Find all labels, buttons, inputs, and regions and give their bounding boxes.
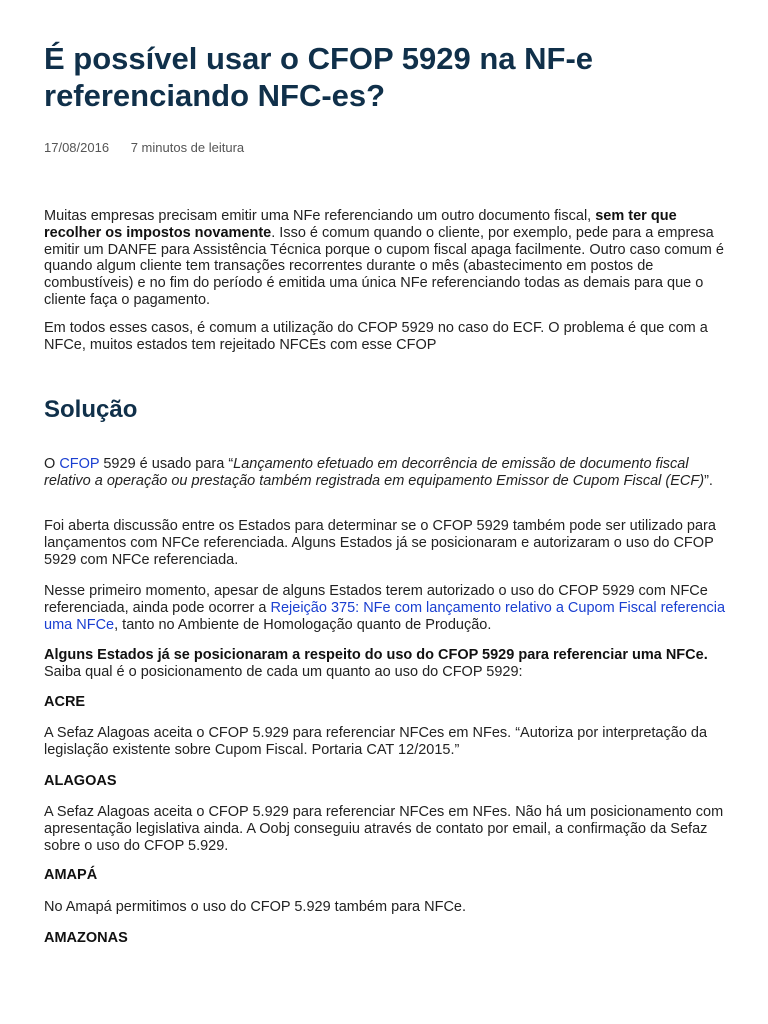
publish-date: 17/08/2016 [44, 140, 110, 155]
state-text-acre: A Sefaz Alagoas aceita o CFOP 5.929 para referenciar NFCes em NFes. “Autoriza por interpretação da legislação existente sobre Cupom Fiscal. Portaria CAT 12/2015.” [44, 725, 708, 758]
rejeicao-375-link[interactable]: Rejeição 375: NFe com lançamento relativo a Cupom Fiscal referencia uma NFCe [44, 599, 726, 633]
article-meta [44, 140, 262, 155]
cfop-link[interactable]: CFOP [59, 456, 100, 472]
solucao-paragraph-2: Foi aberta discussão entre os Estados para determinar se o CFOP 5929 também pode ser utilizado para lançamentos com NFCe referenciada. Alguns Estados já se posicionaram e autorizaram o uso do CFOP 5929 com NFCe referenciada. [44, 518, 716, 568]
state-text-alagoas: A Sefaz Alagoas aceita o CFOP 5.929 para referenciar NFCes em NFes. Não há um posicionamento com apresentação legislativa ainda. A Oobj conseguiu através de contato por email, a confirmação da Sefaz sobre o uso do CFOP 5.929. [44, 804, 724, 854]
state-heading-amapa: AMAPÁ [44, 867, 98, 883]
state-heading-amazonas: AMAZONAS [44, 930, 128, 946]
read-time: 7 minutos de leitura [130, 140, 245, 155]
intro-paragraph-1: Muitas empresas precisam emitir uma NFe referenciando um outro documento fiscal, sem ter que recolher os impostos novamente. Isso é comum quando o cliente, por exemplo, pede para a empresa emitir um DANFE para Assistência Técnica porque o cupom fiscal apaga facilmente. Outro caso comum é quando algum cliente tem transações recorrentes durante o mês (abastecimento em postos de combustíveis) e no fim do período é emitida uma única NFe referenciando todas as demais para que o cliente faça o pagamento. [44, 208, 724, 308]
section-heading-solucao: Solução [44, 396, 138, 423]
solucao-paragraph-3: Nesse primeiro momento, apesar de alguns Estados terem autorizado o uso do CFOP 5929 com NFCe referenciada, ainda pode ocorrer a Rejeição 375: NFe com lançamento relativo a Cupom Fiscal referencia uma NFCe, tanto no Ambiente de Homologação quanto de Produção. [44, 583, 726, 633]
state-heading-acre: ACRE [44, 694, 86, 710]
intro-emphasis: sem ter que recolher os impostos novamente [44, 208, 677, 241]
article-title: É possível usar o CFOP 5929 na NF-e referenciando NFC-es? [44, 41, 594, 113]
solucao-paragraph-1: O CFOP 5929 é usado para “Lançamento efetuado em decorrência de emissão de documento fiscal relativo a operação ou prestação também registrada em equipamento Emissor de Cupom Fiscal (ECF)”. [44, 456, 713, 489]
intro-paragraph-2: Em todos esses casos, é comum a utilização do CFOP 5929 no caso do ECF. O problema é que com a NFCe, muitos estados tem rejeitado NFCEs com esse CFOP [44, 320, 708, 353]
state-heading-alagoas: ALAGOAS [44, 773, 117, 789]
state-text-amapa: No Amapá permitimos o uso do CFOP 5.929 também para NFCe. [44, 899, 467, 915]
solucao-paragraph-4: Alguns Estados já se posicionaram a respeito do uso do CFOP 5929 para referenciar uma NFCe. Saiba qual é o posicionamento de cada um quanto ao uso do CFOP 5929: [44, 647, 708, 680]
